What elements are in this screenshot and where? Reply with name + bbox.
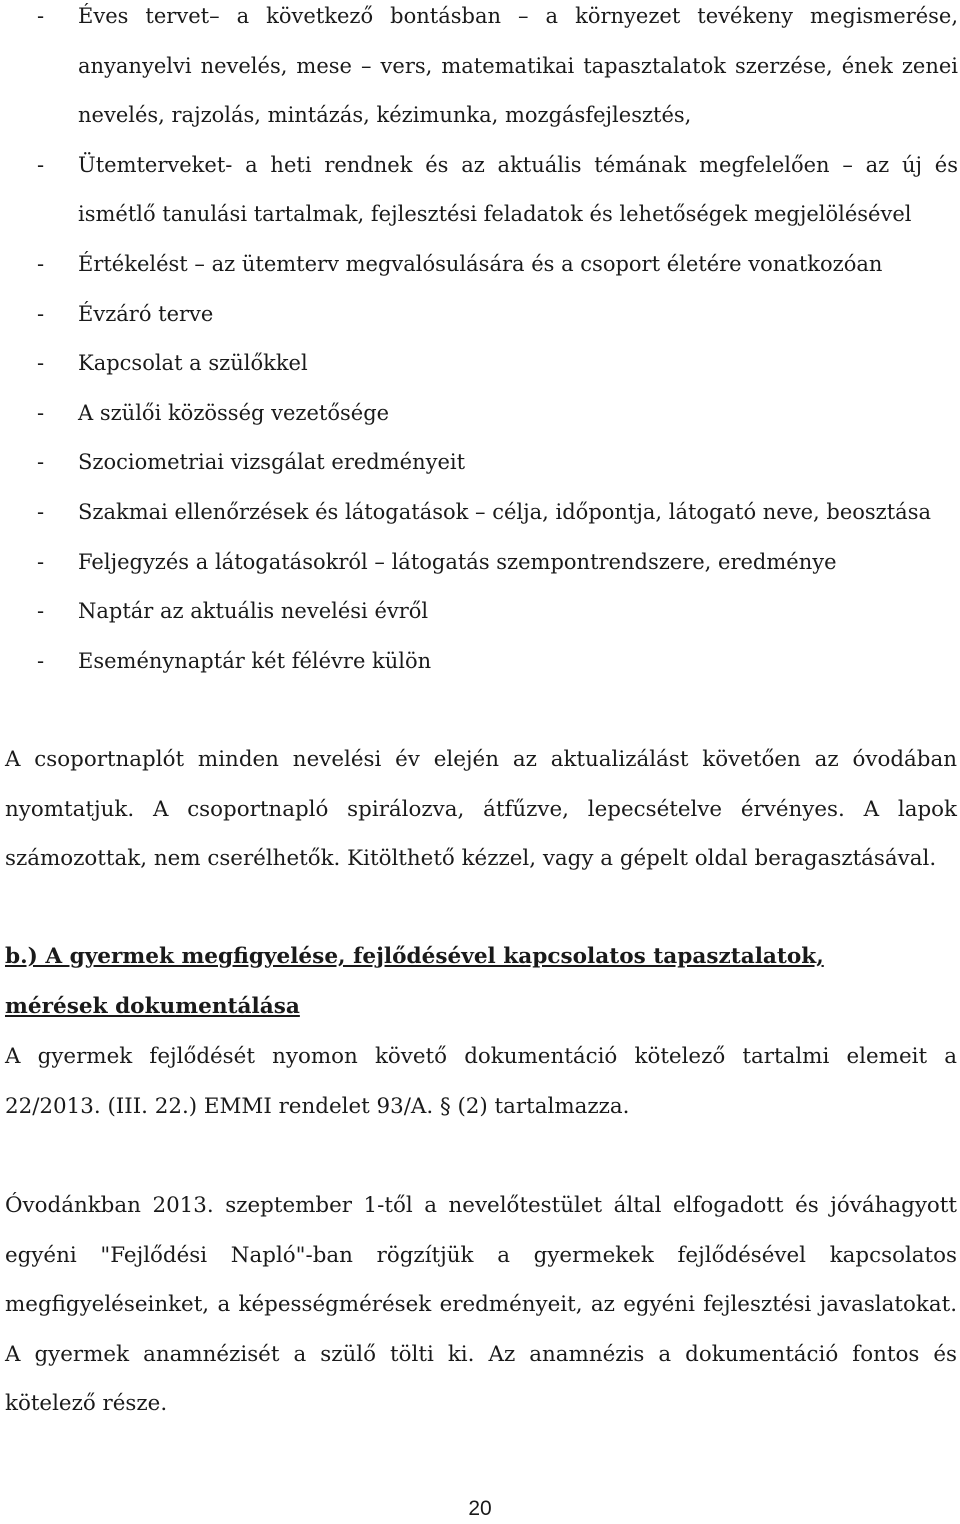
bullet-dash: - bbox=[37, 648, 45, 673]
bullet-text: Eseménynaptár két félévre külön bbox=[78, 648, 432, 673]
bullet-item bbox=[0, 339, 960, 389]
bullet-text: Évzáró terve bbox=[78, 301, 214, 326]
bullet-dash: - bbox=[37, 301, 45, 326]
bullet-item bbox=[0, 438, 960, 488]
bullet-item bbox=[0, 0, 960, 141]
bullet-text: Kapcsolat a szülőkkel bbox=[78, 351, 308, 376]
bullet-dash: - bbox=[37, 152, 45, 177]
bullet-dash: - bbox=[37, 549, 45, 574]
bullet-text: Értékelést – az ütemterv megvalósulására és a csoport életére vonatkozóan bbox=[78, 251, 883, 276]
page-number: 20 bbox=[468, 1497, 492, 1520]
bullet-text: Naptár az aktuális nevelési évről bbox=[78, 599, 429, 624]
bullet-item bbox=[0, 290, 960, 340]
bullet-item bbox=[0, 637, 960, 687]
bullet-text: Szociometriai vizsgálat eredményeit bbox=[78, 450, 466, 475]
bullet-text: Ütemterveket- a heti rendnek és az aktuális témának megfelelően – az új és ismétlő tanulási tartalmak, fejlesztési feladatok és lehetőségek megjelölésével bbox=[78, 152, 958, 227]
bullet-dash: - bbox=[37, 400, 45, 425]
bullet-item bbox=[0, 240, 960, 290]
content-bullet-list bbox=[0, 0, 960, 686]
bullet-dash: - bbox=[37, 599, 45, 624]
bullet-item bbox=[0, 488, 960, 538]
bullet-text: Szakmai ellenőrzések és látogatások – célja, időpontja, látogató neve, beosztása bbox=[78, 499, 931, 524]
paragraph-development-docs: A gyermek fejlődését nyomon követő dokumentáció kötelező tartalmi elemeit a 22/2013. (III. 22.) EMMI rendelet 93/A. § (2) tartalmazza. bbox=[5, 1044, 957, 1119]
bullet-item bbox=[0, 389, 960, 439]
bullet-dash: - bbox=[37, 4, 45, 28]
section-heading: b.) A gyermek megfigyelése, fejlődésével kapcsolatos tapasztalatok, mérések dokumentálása bbox=[5, 944, 824, 1019]
bullet-dash: - bbox=[37, 251, 45, 276]
bullet-text: Éves tervet– a következő bontásban – a környezet tevékeny megismerése, anyanyelvi nevelés, mese – vers, matematikai tapasztalatok szerzése, ének zenei nevelés, rajzolás, mintázás, kézimunka, mozgásfejlesztés, bbox=[78, 4, 958, 128]
bullet-dash: - bbox=[37, 351, 45, 376]
bullet-dash: - bbox=[37, 499, 45, 524]
paragraph-group-diary: A csoportnaplót minden nevelési év elején az aktualizálást követően az óvodában nyomtatjuk. A csoportnapló spirálozva, átfűzve, lepecsételve érvényes. A lapok számozottak, nem cserélhetők. Kitölthető kézzel, vagy a gépelt oldal beragasztásával. bbox=[5, 747, 957, 872]
bullet-item bbox=[0, 538, 960, 588]
bullet-item bbox=[0, 141, 960, 240]
bullet-item bbox=[0, 587, 960, 637]
bullet-dash: - bbox=[37, 450, 45, 475]
bullet-text: A szülői közösség vezetősége bbox=[78, 400, 390, 425]
paragraph-development-diary: Óvodánkban 2013. szeptember 1-től a nevelőtestület által elfogadott és jóváhagyott egyéni "Fejlődési Napló"-ban rögzítjük a gyermekek fejlődésével kapcsolatos megfigyeléseinket, a képességmérések eredményeit, az egyéni fejlesztési javaslatokat. A gyermek anamnézisét a szülő tölti ki. Az anamnézis a dokumentáció fontos és kötelező része. bbox=[5, 1193, 957, 1417]
bullet-text: Feljegyzés a látogatásokról – látogatás szempontrendszere, eredménye bbox=[78, 549, 837, 574]
